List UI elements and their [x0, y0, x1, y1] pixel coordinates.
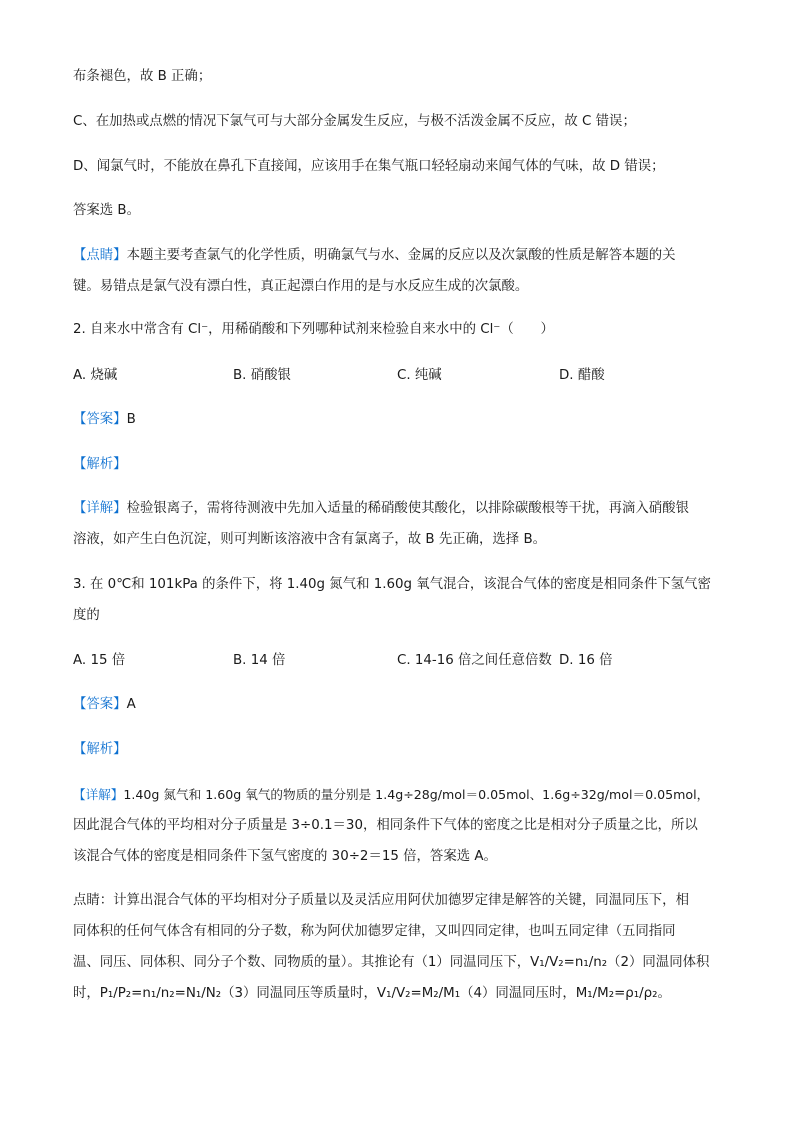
q2-stem: 2. 自来水中常含有 Cl⁻，用稀硝酸和下列哪种试剂来检验自来水中的 Cl⁻（ ） [73, 322, 554, 337]
q3-stem-line-1: 3. 在 0℃和 101kPa 的条件下，将 1.40g 氮气和 1.60g 氧气混合，该混合气体的密度是相同条件下氢气密 [73, 577, 711, 592]
q2-option-c: C. 纯碱 [397, 368, 442, 383]
q2-answer-tag: 【答案】 [73, 412, 127, 427]
prev-tip-line-2: 键。易错点是氯气没有漂白性，真正起漂白作用的是与水反应生成的次氯酸。 [73, 279, 529, 294]
q2-answer [73, 410, 723, 429]
q2-detail-tag: 【详解】 [73, 501, 127, 516]
q2-detail-line-1 [73, 499, 723, 518]
q3-tip-line-4: 时，P₁/P₂=n₁/n₂=N₁/N₂（3）同温同压等质量时，V₁/V₂=M₂/M₁（4）同温同压时，M₁/M₂=ρ₁/ρ₂。 [73, 986, 671, 1001]
prev-option-c-explanation: C、在加热或点燃的情况下氯气可与大部分金属发生反应，与极不活泼金属不反应，故 C 错误； [73, 114, 636, 129]
q3-detail-tag: 【详解】 [73, 787, 124, 802]
tip-text-1: 本题主要考查氯气的化学性质，明确氯气与水、金属的反应以及次氯酸的性质是解答本题的关 [126, 248, 676, 263]
q3-stem-line-2: 度的 [73, 608, 100, 623]
q3-option-c: C. 14-16 倍之间任意倍数 [397, 653, 552, 668]
q2-detail-text-1: 检验银离子，需将待测液中先加入适量的稀硝酸使其酸化，以排除碳酸根等干扰，再滴入硝酸银 [126, 501, 689, 516]
q3-detail-line-3: 该混合气体的密度是相同条件下氢气密度的 30÷2＝15 倍，答案选 A。 [73, 849, 497, 864]
prev-answer-line: 答案选 B。 [73, 203, 141, 218]
q3-option-d: D. 16 倍 [559, 653, 613, 668]
prev-tip-line-1 [73, 246, 723, 265]
q2-detail-line-2: 溶液，如产生白色沉淀，则可判断该溶液中含有氯离子，故 B 先正确，选择 B。 [73, 532, 547, 547]
prev-line-1: 布条褪色，故 B 正确； [73, 69, 212, 84]
q2-option-b: B. 硝酸银 [233, 368, 291, 383]
q3-answer [73, 695, 723, 714]
q2-analysis-tag: 【解析】 [73, 457, 127, 472]
prev-option-d-explanation: D、闻氯气时，不能放在鼻孔下直接闻，应该用手在集气瓶口轻轻扇动来闻气体的气味，故 D 错误； [73, 159, 665, 174]
tip-tag: 【点睛】 [73, 248, 127, 263]
q3-tip-line-2: 同体积的任何气体含有相同的分子数，称为阿伏加德罗定律，又叫四同定律，也叫五同定律（五同指同 [73, 924, 676, 939]
q3-detail-line-2: 因此混合气体的平均相对分子质量是 3÷0.1＝30，相同条件下气体的密度之比是相对分子质量之比，所以 [73, 818, 698, 833]
q3-detail-text-1: 1.40g 氮气和 1.60g 氧气的物质的量分别是 1.4g÷28g/mol＝0.05mol、1.6g÷32g/mol＝0.05mol， [123, 787, 710, 802]
q3-option-a: A. 15 倍 [73, 653, 126, 668]
q2-option-a: A. 烧碱 [73, 368, 118, 383]
q3-detail-line-1 [73, 785, 723, 804]
q3-option-b: B. 14 倍 [233, 653, 286, 668]
q3-tip-line-3: 温、同压、同体积、同分子个数、同物质的量）。其推论有（1）同温同压下，V₁/V₂=n₁/n₂（2）同温同体积 [73, 955, 710, 970]
q3-analysis-tag: 【解析】 [73, 742, 127, 757]
q3-tip-line-1: 点睛：计算出混合气体的平均相对分子质量以及灵活应用阿伏加德罗定律是解答的关键，同温同压下，相 [73, 893, 689, 908]
q2-option-d: D. 醋酸 [559, 368, 605, 383]
q2-answer-value: B [126, 412, 136, 427]
q3-answer-value: A [126, 697, 136, 712]
q3-answer-tag: 【答案】 [73, 697, 127, 712]
